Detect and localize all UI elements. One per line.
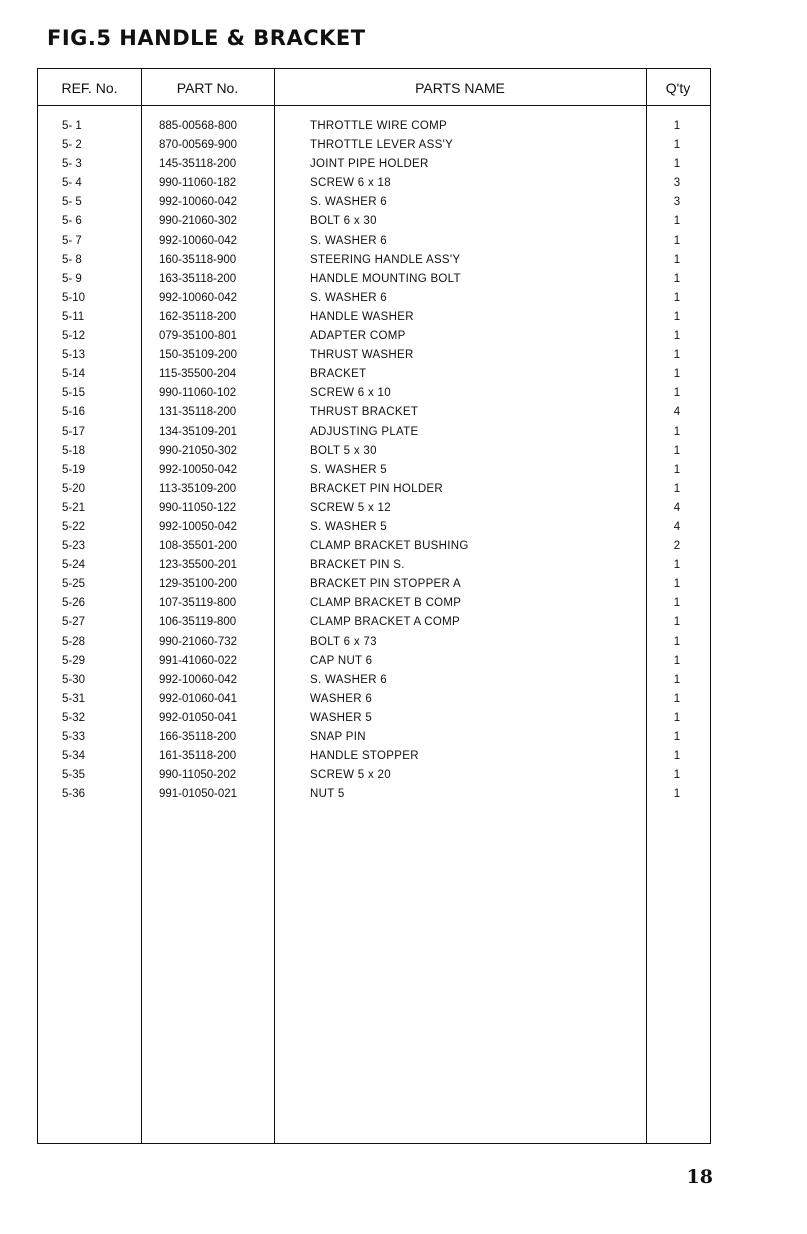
part-no-cell: 870-00569-900: [159, 139, 238, 152]
qty-cell: 1: [673, 788, 681, 801]
ref-no-cell: 5- 9: [62, 272, 82, 285]
part-no-cell: 991-41060-022: [159, 654, 238, 667]
table-row: [38, 785, 710, 804]
part-no-cell: 166-35118-200: [159, 731, 237, 743]
table-row: [38, 728, 710, 747]
qty-cell: 1: [673, 635, 681, 648]
header-part-no: PART No.: [176, 80, 239, 96]
ref-no-cell: 5- 8: [62, 253, 82, 266]
table-row: [38, 499, 710, 518]
parts-name-cell: SCREW 6 x 10: [310, 387, 391, 400]
qty-cell: 3: [673, 196, 681, 209]
table-row: [38, 212, 710, 231]
table-row: [38, 652, 710, 671]
table-row: [38, 270, 710, 289]
page-title: FIG.5 HANDLE & BRACKET: [47, 26, 366, 50]
table-row: [38, 766, 710, 785]
ref-no-cell: 5-31: [62, 692, 86, 705]
part-no-cell: 129-35100-200: [159, 578, 238, 591]
table-row: [38, 613, 710, 632]
parts-name-cell: WASHER 5: [310, 711, 373, 724]
part-no-cell: 992-10050-042: [159, 520, 238, 533]
qty-cell: 1: [673, 139, 681, 152]
qty-cell: 1: [673, 330, 681, 343]
table-row: [38, 633, 710, 652]
ref-no-cell: 5-33: [62, 731, 86, 743]
table-row: [38, 690, 710, 709]
qty-cell: 1: [673, 673, 681, 686]
table-row: [38, 251, 710, 270]
parts-name-cell: HANDLE STOPPER: [310, 750, 419, 763]
qty-cell: 1: [673, 463, 681, 476]
ref-no-cell: 5-25: [62, 578, 86, 591]
ref-no-cell: 5- 4: [62, 177, 82, 190]
part-no-cell: 131-35118-200: [159, 406, 237, 419]
part-no-cell: 885-00568-800: [159, 120, 238, 132]
ref-no-cell: 5-28: [62, 635, 86, 648]
table-row: [38, 575, 710, 594]
part-no-cell: 991-01050-021: [159, 788, 238, 801]
part-no-cell: 108-35501-200: [159, 540, 238, 553]
part-no-cell: 134-35109-201: [159, 425, 238, 438]
qty-cell: 1: [673, 253, 681, 266]
parts-name-cell: ADAPTER COMP: [310, 330, 406, 343]
header-qty: Q'ty: [665, 80, 691, 96]
page-number: 18: [686, 1166, 713, 1188]
part-no-cell: 992-01050-041: [159, 711, 238, 724]
ref-no-cell: 5-23: [62, 540, 86, 553]
qty-cell: 1: [673, 215, 681, 228]
parts-name-cell: JOINT PIPE HOLDER: [310, 158, 429, 171]
parts-name-cell: THRUST WASHER: [310, 349, 414, 362]
table-row: [38, 327, 710, 346]
part-no-cell: 163-35118-200: [159, 272, 237, 285]
parts-name-cell: S. WASHER 5: [310, 520, 387, 533]
part-no-cell: 990-11060-182: [159, 177, 237, 190]
ref-no-cell: 5-17: [62, 425, 86, 438]
parts-name-cell: BRACKET: [310, 368, 367, 381]
part-no-cell: 992-10060-042: [159, 196, 238, 209]
qty-cell: 4: [673, 501, 681, 514]
header-ref-no: REF. No.: [61, 80, 118, 96]
qty-cell: 1: [673, 597, 681, 610]
table-row: [38, 747, 710, 766]
qty-cell: 1: [673, 711, 681, 724]
part-no-cell: 990-11050-202: [159, 769, 237, 782]
header-parts-name: PARTS NAME: [415, 80, 505, 96]
part-no-cell: 992-10060-042: [159, 291, 238, 304]
ref-no-cell: 5- 1: [62, 120, 82, 132]
part-no-cell: 162-35118-200: [159, 310, 237, 323]
table-row: [38, 346, 710, 365]
qty-cell: 1: [673, 654, 681, 667]
table-row: [38, 537, 710, 556]
parts-name-cell: BRACKET PIN HOLDER: [310, 482, 443, 495]
part-no-cell: 113-35109-200: [159, 482, 237, 495]
qty-cell: 1: [673, 368, 681, 381]
ref-no-cell: 5-11: [62, 310, 85, 323]
parts-name-cell: CLAMP BRACKET A COMP: [310, 616, 461, 629]
parts-name-cell: BRACKET PIN STOPPER A: [310, 578, 461, 591]
qty-cell: 1: [673, 769, 681, 782]
parts-table: [37, 68, 711, 1144]
part-no-cell: 123-35500-201: [159, 559, 238, 572]
ref-no-cell: 5-12: [62, 330, 86, 343]
ref-no-cell: 5-18: [62, 444, 86, 457]
part-no-cell: 992-01060-041: [159, 692, 238, 705]
part-no-cell: 990-21060-732: [159, 635, 238, 648]
parts-name-cell: WASHER 6: [310, 692, 373, 705]
ref-no-cell: 5-27: [62, 616, 86, 629]
table-row: [38, 384, 710, 403]
parts-name-cell: STEERING HANDLE ASS'Y: [310, 253, 461, 266]
parts-name-cell: SCREW 5 x 20: [310, 769, 391, 782]
parts-name-cell: HANDLE WASHER: [310, 310, 414, 323]
qty-cell: 1: [673, 234, 681, 247]
table-row: [38, 480, 710, 499]
parts-name-cell: ADJUSTING PLATE: [310, 425, 419, 438]
table-row: [38, 594, 710, 613]
part-no-cell: 107-35119-800: [159, 597, 237, 610]
part-no-cell: 106-35119-800: [159, 616, 237, 629]
ref-no-cell: 5- 7: [62, 234, 82, 247]
qty-cell: 1: [673, 482, 681, 495]
ref-no-cell: 5-24: [62, 559, 86, 572]
table-row: [38, 232, 710, 251]
qty-cell: 1: [673, 120, 681, 132]
header-divider: [38, 105, 710, 106]
qty-cell: 2: [673, 540, 681, 553]
part-no-cell: 992-10050-042: [159, 463, 238, 476]
qty-cell: 1: [673, 692, 681, 705]
table-row: [38, 423, 710, 442]
qty-cell: 1: [673, 616, 681, 629]
parts-name-cell: HANDLE MOUNTING BOLT: [310, 272, 461, 285]
parts-list: [38, 117, 710, 804]
qty-cell: 1: [673, 158, 681, 171]
table-row: [38, 556, 710, 575]
part-no-cell: 992-10060-042: [159, 673, 238, 686]
qty-cell: 1: [673, 444, 681, 457]
qty-cell: 1: [673, 731, 681, 743]
table-row: [38, 308, 710, 327]
qty-cell: 1: [673, 272, 681, 285]
ref-no-cell: 5-32: [62, 711, 86, 724]
qty-cell: 1: [673, 425, 681, 438]
parts-name-cell: SNAP PIN: [310, 731, 366, 743]
qty-cell: 1: [673, 349, 681, 362]
qty-cell: 1: [673, 750, 681, 763]
ref-no-cell: 5- 2: [62, 139, 82, 152]
qty-cell: 4: [673, 520, 681, 533]
table-row: [38, 289, 710, 308]
ref-no-cell: 5-22: [62, 520, 86, 533]
table-row: [38, 365, 710, 384]
qty-cell: 1: [673, 578, 681, 591]
part-no-cell: 161-35118-200: [159, 750, 237, 763]
table-row: [38, 461, 710, 480]
ref-no-cell: 5- 5: [62, 196, 82, 209]
ref-no-cell: 5-13: [62, 349, 86, 362]
ref-no-cell: 5- 6: [62, 215, 82, 228]
parts-name-cell: BOLT 5 x 30: [310, 444, 377, 457]
parts-name-cell: THROTTLE LEVER ASS'Y: [310, 139, 454, 152]
parts-name-cell: S. WASHER 6: [310, 234, 387, 247]
parts-name-cell: CLAMP BRACKET B COMP: [310, 597, 462, 610]
ref-no-cell: 5-16: [62, 406, 86, 419]
ref-no-cell: 5-34: [62, 750, 86, 763]
parts-name-cell: BOLT 6 x 73: [310, 635, 377, 648]
part-no-cell: 990-11050-122: [159, 501, 237, 514]
part-no-cell: 079-35100-801: [159, 330, 238, 343]
part-no-cell: 150-35109-200: [159, 349, 238, 362]
ref-no-cell: 5-36: [62, 788, 86, 801]
parts-name-cell: BRACKET PIN S.: [310, 559, 405, 572]
table-row: [38, 442, 710, 461]
ref-no-cell: 5-35: [62, 769, 86, 782]
qty-cell: 3: [673, 177, 681, 190]
ref-no-cell: 5-26: [62, 597, 86, 610]
part-no-cell: 990-11060-102: [159, 387, 237, 400]
parts-name-cell: S. WASHER 6: [310, 291, 387, 304]
parts-name-cell: THROTTLE WIRE COMP: [310, 120, 448, 132]
part-no-cell: 145-35118-200: [159, 158, 237, 171]
parts-name-cell: CAP NUT 6: [310, 654, 373, 667]
ref-no-cell: 5-30: [62, 673, 86, 686]
parts-name-cell: S. WASHER 6: [310, 673, 387, 686]
ref-no-cell: 5-19: [62, 463, 86, 476]
table-row: [38, 117, 710, 136]
qty-cell: 1: [673, 291, 681, 304]
parts-name-cell: SCREW 6 x 18: [310, 177, 391, 190]
part-no-cell: 990-21060-302: [159, 215, 238, 228]
part-no-cell: 115-35500-204: [159, 368, 237, 381]
part-no-cell: 992-10060-042: [159, 234, 238, 247]
table-row: [38, 709, 710, 728]
table-row: [38, 174, 710, 193]
parts-name-cell: S. WASHER 6: [310, 196, 387, 209]
table-row: [38, 136, 710, 155]
qty-cell: 4: [673, 406, 681, 419]
parts-name-cell: SCREW 5 x 12: [310, 501, 391, 514]
ref-no-cell: 5- 3: [62, 158, 82, 171]
ref-no-cell: 5-20: [62, 482, 86, 495]
part-no-cell: 160-35118-900: [159, 253, 237, 266]
ref-no-cell: 5-10: [62, 291, 86, 304]
qty-cell: 1: [673, 387, 681, 400]
qty-cell: 1: [673, 559, 681, 572]
part-no-cell: 990-21050-302: [159, 444, 238, 457]
table-row: [38, 403, 710, 422]
parts-name-cell: CLAMP BRACKET BUSHING: [310, 540, 469, 553]
table-row: [38, 155, 710, 174]
ref-no-cell: 5-14: [62, 368, 86, 381]
parts-name-cell: NUT 5: [310, 788, 345, 801]
parts-name-cell: THRUST BRACKET: [310, 406, 419, 419]
ref-no-cell: 5-15: [62, 387, 86, 400]
parts-name-cell: BOLT 6 x 30: [310, 215, 377, 228]
ref-no-cell: 5-21: [62, 501, 86, 514]
parts-name-cell: S. WASHER 5: [310, 463, 387, 476]
table-row: [38, 671, 710, 690]
table-row: [38, 193, 710, 212]
qty-cell: 1: [673, 310, 681, 323]
ref-no-cell: 5-29: [62, 654, 86, 667]
table-row: [38, 518, 710, 537]
